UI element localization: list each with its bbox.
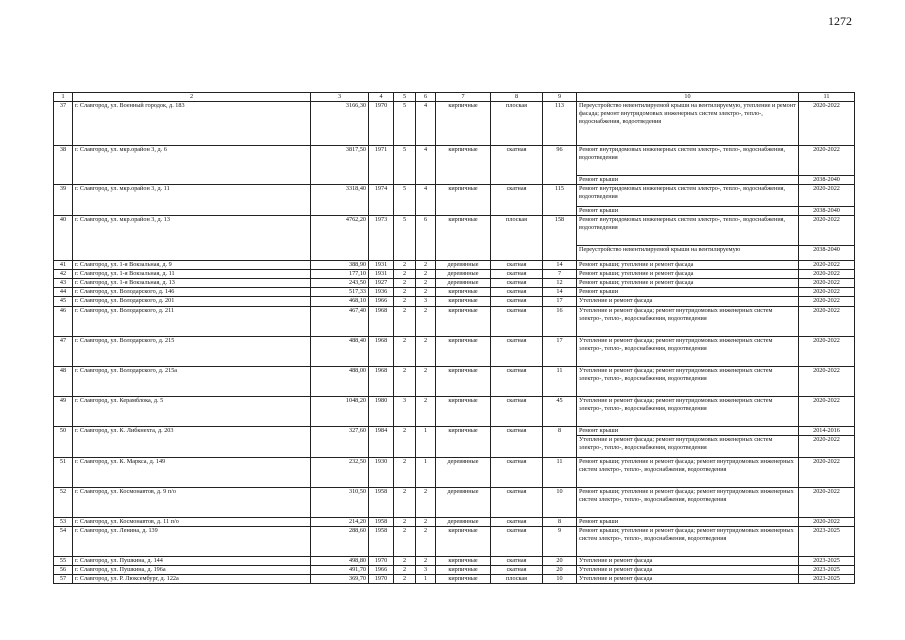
cell-roof: плоская [491,574,543,583]
cell-works: Ремонт крыши; утепление и ремонт фасада; ремонт внутридомовых инженерных систем электро-, тепло-, водоснабжения, водоотведения [577,526,799,556]
cell-year: 1968 [369,366,394,396]
cell-floors: 2 [394,457,416,487]
cell-area: 232,50 [311,457,369,487]
cell-roof: скатная [491,146,543,185]
column-number: 1 [54,93,73,102]
cell-material: деревянные [436,279,491,288]
cell-no: 53 [54,517,73,526]
cell-works: Утепление и ремонт фасада [577,297,799,306]
cell-apartments: 9 [543,526,577,556]
cell-address: г. Славгород, ул. К. Либкнехта, д. 203 [73,426,311,457]
cell-area: 488,40 [311,336,369,366]
cell-apartments: 96 [543,146,577,185]
cell-floors: 2 [394,517,416,526]
table-row [54,185,855,207]
cell-period: 2020-2022 [799,366,855,396]
cell-no: 54 [54,526,73,556]
cell-area: 517,33 [311,288,369,297]
cell-floors: 5 [394,216,416,261]
column-number: 5 [394,93,416,102]
table-row [54,517,855,526]
cell-period: 2023-2025 [799,526,855,556]
cell-period: 2020-2022 [799,216,855,246]
cell-entrances: 2 [416,556,436,565]
cell-area: 177,10 [311,270,369,279]
cell-year: 1936 [369,288,394,297]
cell-area: 288,60 [311,526,369,556]
cell-roof: скатная [491,279,543,288]
cell-material: кирпичные [436,102,491,146]
cell-works: Переустройство невентилируемой крыши на вентилируемую, утепление и ремонт фасада; ремонт внутридомовых инженерных систем электро-, тепло-, водоснабжения, водоотведения [577,102,799,146]
table-row [54,288,855,297]
cell-material: кирпичные [436,426,491,457]
cell-roof: скатная [491,297,543,306]
cell-entrances: 2 [416,517,436,526]
cell-address: г. Славгород, ул. Володарского, д. 215 [73,336,311,366]
cell-period: 2020-2022 [799,487,855,517]
cell-floors: 2 [394,565,416,574]
cell-area: 214,20 [311,517,369,526]
cell-works: Ремонт внутридомовых инженерных систем электро-, тепло-, водоснабжения, водоотведения [577,185,799,207]
cell-floors: 2 [394,487,416,517]
cell-address: г. Славгород, ул. Володарского, д. 215а [73,366,311,396]
cell-year: 1971 [369,146,394,185]
table-row [54,146,855,176]
cell-address: г. Славгород, ул. Володарского, д. 211 [73,306,311,336]
column-number: 2 [73,93,311,102]
cell-area: 327,60 [311,426,369,457]
cell-entrances: 1 [416,574,436,583]
column-number: 9 [543,93,577,102]
cell-entrances: 4 [416,185,436,216]
cell-year: 1931 [369,261,394,270]
cell-works: Утепление и ремонт фасада [577,565,799,574]
cell-roof: скатная [491,288,543,297]
cell-works: Ремонт внутридомовых инженерных систем электро-, тепло-, водоснабжения, водоотведения [577,146,799,176]
cell-address: г. Славгород, ул. мкр.орайон 3, д. 13 [73,216,311,261]
cell-no: 37 [54,102,73,146]
cell-area: 467,40 [311,306,369,336]
cell-floors: 5 [394,185,416,216]
cell-period: 2020-2022 [799,261,855,270]
cell-material: кирпичные [436,366,491,396]
cell-period: 2038-2040 [799,176,855,185]
cell-works: Переустройство невентилируемой крыши на вентилируемую [577,246,799,261]
cell-address: г. Славгород, ул. Ленина, д. 139 [73,526,311,556]
column-number: 7 [436,93,491,102]
cell-apartments: 11 [543,366,577,396]
cell-works: Ремонт крыши [577,288,799,297]
cell-roof: скатная [491,270,543,279]
cell-area: 491,70 [311,565,369,574]
cell-apartments: 45 [543,396,577,426]
cell-material: кирпичные [436,396,491,426]
cell-year: 1927 [369,279,394,288]
cell-roof: скатная [491,517,543,526]
cell-material: деревянные [436,487,491,517]
cell-period: 2020-2022 [799,146,855,176]
cell-material: кирпичные [436,565,491,574]
table-row [54,396,855,426]
cell-apartments: 8 [543,517,577,526]
cell-apartments: 11 [543,457,577,487]
cell-roof: плоская [491,102,543,146]
cell-address: г. Славгород, ул. К. Маркса, д. 149 [73,457,311,487]
cell-apartments: 17 [543,336,577,366]
cell-material: кирпичные [436,526,491,556]
cell-year: 1930 [369,457,394,487]
table-row [54,102,855,146]
cell-works: Утепление и ремонт фасада; ремонт внутридомовых инженерных систем электро-, тепло-, водоснабжения, водоотведения [577,396,799,426]
table-row [54,487,855,517]
column-number: 6 [416,93,436,102]
cell-works: Утепление и ремонт фасада [577,556,799,565]
cell-no: 52 [54,487,73,517]
cell-works: Ремонт крыши; утепление и ремонт фасада [577,261,799,270]
cell-apartments: 16 [543,306,577,336]
cell-floors: 5 [394,102,416,146]
cell-period: 2020-2022 [799,457,855,487]
cell-works: Утепление и ремонт фасада; ремонт внутридомовых инженерных систем электро-, тепло-, водоснабжения, водоотведения [577,336,799,366]
cell-entrances: 2 [416,270,436,279]
cell-period: 2020-2022 [799,270,855,279]
cell-no: 50 [54,426,73,457]
cell-apartments: 20 [543,565,577,574]
cell-apartments: 7 [543,270,577,279]
cell-material: кирпичные [436,574,491,583]
cell-floors: 2 [394,270,416,279]
cell-floors: 2 [394,526,416,556]
table-row [54,297,855,306]
table-row [54,526,855,556]
cell-no: 48 [54,366,73,396]
cell-area: 498,80 [311,556,369,565]
cell-year: 1980 [369,396,394,426]
cell-roof: скатная [491,261,543,270]
cell-floors: 2 [394,556,416,565]
cell-floors: 2 [394,366,416,396]
cell-period: 2020-2022 [799,279,855,288]
cell-apartments: 10 [543,574,577,583]
cell-roof: скатная [491,366,543,396]
cell-area: 468,10 [311,297,369,306]
cell-entrances: 2 [416,261,436,270]
cell-roof: скатная [491,556,543,565]
cell-address: г. Славгород, ул. Керамблока, д. 5 [73,396,311,426]
cell-area: 310,50 [311,487,369,517]
cell-apartments: 158 [543,216,577,261]
cell-works: Ремонт крыши [577,426,799,435]
cell-address: г. Славгород, ул. 1-я Вокзальная, д. 9 [73,261,311,270]
cell-entrances: 3 [416,297,436,306]
table-row [54,306,855,336]
cell-entrances: 4 [416,102,436,146]
column-number: 8 [491,93,543,102]
cell-period: 2038-2040 [799,207,855,216]
column-number-row [54,93,855,102]
cell-area: 3817,50 [311,146,369,185]
cell-no: 46 [54,306,73,336]
cell-floors: 3 [394,396,416,426]
cell-apartments: 12 [543,279,577,288]
cell-area: 243,50 [311,279,369,288]
cell-works: Ремонт внутридомовых инженерных систем электро-, тепло-, водоснабжения, водоотведения [577,216,799,246]
cell-entrances: 2 [416,306,436,336]
cell-material: кирпичные [436,556,491,565]
cell-floors: 2 [394,336,416,366]
cell-material: кирпичные [436,336,491,366]
cell-period: 2020-2022 [799,185,855,207]
table-row [54,261,855,270]
table-row [54,216,855,246]
cell-period: 2023-2025 [799,556,855,565]
cell-area: 4762,20 [311,216,369,261]
cell-material: кирпичные [436,297,491,306]
cell-entrances: 4 [416,146,436,185]
cell-no: 42 [54,270,73,279]
cell-address: г. Славгород, ул. Володарского, д. 146 [73,288,311,297]
cell-year: 1970 [369,574,394,583]
cell-apartments: 10 [543,487,577,517]
cell-address: г. Славгород, ул. 1-я Вокзальная, д. 11 [73,270,311,279]
cell-no: 43 [54,279,73,288]
column-number: 10 [577,93,799,102]
cell-period: 2023-2025 [799,565,855,574]
cell-apartments: 115 [543,185,577,216]
cell-material: кирпичные [436,146,491,185]
cell-address: г. Славгород, ул. Р. Люксембург, д. 122а [73,574,311,583]
cell-year: 1958 [369,526,394,556]
cell-roof: скатная [491,457,543,487]
cell-period: 2020-2022 [799,435,855,457]
cell-year: 1966 [369,565,394,574]
table-row [54,457,855,487]
cell-roof: плоская [491,216,543,261]
column-number: 3 [311,93,369,102]
cell-period: 2020-2022 [799,297,855,306]
table-row [54,426,855,435]
cell-no: 57 [54,574,73,583]
table-row [54,366,855,396]
table-row [54,336,855,366]
cell-year: 1958 [369,517,394,526]
cell-works: Ремонт крыши; утепление и ремонт фасада [577,279,799,288]
cell-apartments: 113 [543,102,577,146]
cell-entrances: 2 [416,526,436,556]
cell-period: 2020-2022 [799,288,855,297]
cell-area: 3166,30 [311,102,369,146]
cell-works: Ремонт крыши; утепление и ремонт фасада [577,270,799,279]
cell-area: 369,70 [311,574,369,583]
cell-address: г. Славгород, ул. Космонавтов, д. 9 п/о [73,487,311,517]
cell-year: 1984 [369,426,394,457]
cell-entrances: 2 [416,366,436,396]
cell-year: 1966 [369,297,394,306]
cell-year: 1974 [369,185,394,216]
cell-address: г. Славгород, ул. мкр.орайон 3, д. 11 [73,185,311,216]
cell-entrances: 2 [416,336,436,366]
cell-no: 51 [54,457,73,487]
column-number: 11 [799,93,855,102]
cell-area: 388,90 [311,261,369,270]
cell-floors: 2 [394,297,416,306]
cell-works: Ремонт крыши [577,176,799,185]
cell-apartments: 20 [543,556,577,565]
cell-material: кирпичные [436,216,491,261]
cell-material: кирпичные [436,185,491,216]
cell-roof: скатная [491,306,543,336]
cell-year: 1970 [369,102,394,146]
cell-entrances: 1 [416,457,436,487]
cell-address: г. Славгород, ул. 1-я Вокзальная, д. 13 [73,279,311,288]
cell-floors: 2 [394,288,416,297]
cell-material: кирпичные [436,288,491,297]
cell-entrances: 2 [416,279,436,288]
table-row [54,270,855,279]
cell-roof: скатная [491,565,543,574]
table-row [54,574,855,583]
cell-floors: 5 [394,146,416,185]
page-number: 1272 [828,14,852,28]
cell-apartments: 17 [543,297,577,306]
cell-area: 1048,20 [311,396,369,426]
cell-period: 2023-2025 [799,574,855,583]
cell-floors: 2 [394,426,416,457]
cell-no: 39 [54,185,73,216]
table-row [54,565,855,574]
cell-roof: скатная [491,396,543,426]
cell-material: деревянные [436,457,491,487]
cell-material: деревянные [436,270,491,279]
cell-area: 3318,40 [311,185,369,216]
cell-roof: скатная [491,336,543,366]
cell-address: г. Славгород, ул. Военный городок, д. 183 [73,102,311,146]
cell-no: 55 [54,556,73,565]
cell-roof: скатная [491,185,543,216]
cell-no: 44 [54,288,73,297]
cell-entrances: 2 [416,396,436,426]
cell-year: 1968 [369,306,394,336]
cell-period: 2014-2016 [799,426,855,435]
cell-roof: скатная [491,526,543,556]
cell-year: 1973 [369,216,394,261]
cell-period: 2038-2040 [799,246,855,261]
cell-period: 2020-2022 [799,102,855,146]
cell-no: 49 [54,396,73,426]
cell-works: Ремонт крыши; утепление и ремонт фасада; ремонт внутридомовых инженерных систем электро-, тепло-, водоснабжения, водоотведения [577,487,799,517]
cell-year: 1970 [369,556,394,565]
cell-no: 38 [54,146,73,185]
cell-year: 1931 [369,270,394,279]
cell-floors: 2 [394,306,416,336]
cell-works: Утепление и ремонт фасада; ремонт внутридомовых инженерных систем электро-, тепло-, водоснабжения, водоотведения [577,435,799,457]
cell-no: 47 [54,336,73,366]
cell-entrances: 2 [416,288,436,297]
cell-no: 56 [54,565,73,574]
cell-no: 41 [54,261,73,270]
cell-roof: скатная [491,487,543,517]
cell-apartments: 14 [543,288,577,297]
cell-material: деревянные [436,517,491,526]
cell-period: 2020-2022 [799,517,855,526]
cell-address: г. Славгород, ул. Володарского, д. 201 [73,297,311,306]
cell-entrances: 6 [416,216,436,261]
cell-period: 2020-2022 [799,336,855,366]
cell-works: Утепление и ремонт фасада [577,574,799,583]
cell-address: г. Славгород, ул. Пушкина, д. 196а [73,565,311,574]
cell-works: Утепление и ремонт фасада; ремонт внутридомовых инженерных систем электро-, тепло-, водоснабжения, водоотведения [577,366,799,396]
cell-material: кирпичные [436,306,491,336]
cell-area: 488,00 [311,366,369,396]
cell-roof: скатная [491,426,543,457]
cell-apartments: 14 [543,261,577,270]
cell-year: 1968 [369,336,394,366]
cell-year: 1958 [369,487,394,517]
cell-address: г. Славгород, ул. Космонавтов, д. 11 п/о [73,517,311,526]
column-number: 4 [369,93,394,102]
table-row [54,556,855,565]
cell-no: 45 [54,297,73,306]
cell-entrances: 1 [416,426,436,457]
cell-material: деревянные [436,261,491,270]
cell-works: Утепление и ремонт фасада; ремонт внутридомовых инженерных систем электро-, тепло-, водоснабжения, водоотведения [577,306,799,336]
cell-apartments: 8 [543,426,577,457]
cell-address: г. Славгород, ул. Пушкина, д. 144 [73,556,311,565]
cell-floors: 2 [394,261,416,270]
cell-works: Ремонт крыши [577,207,799,216]
cell-works: Ремонт крыши [577,517,799,526]
cell-period: 2020-2022 [799,306,855,336]
housing-repair-table [53,92,855,584]
cell-entrances: 3 [416,565,436,574]
cell-works: Ремонт крыши; утепление и ремонт фасада; ремонт внутридомовых инженерных систем электро-, тепло-, водоснабжения, водоотведения [577,457,799,487]
cell-period: 2020-2022 [799,396,855,426]
table-row [54,279,855,288]
cell-entrances: 2 [416,487,436,517]
cell-floors: 2 [394,279,416,288]
cell-floors: 2 [394,574,416,583]
cell-address: г. Славгород, ул. мкр.орайон 3, д. 6 [73,146,311,185]
cell-no: 40 [54,216,73,261]
